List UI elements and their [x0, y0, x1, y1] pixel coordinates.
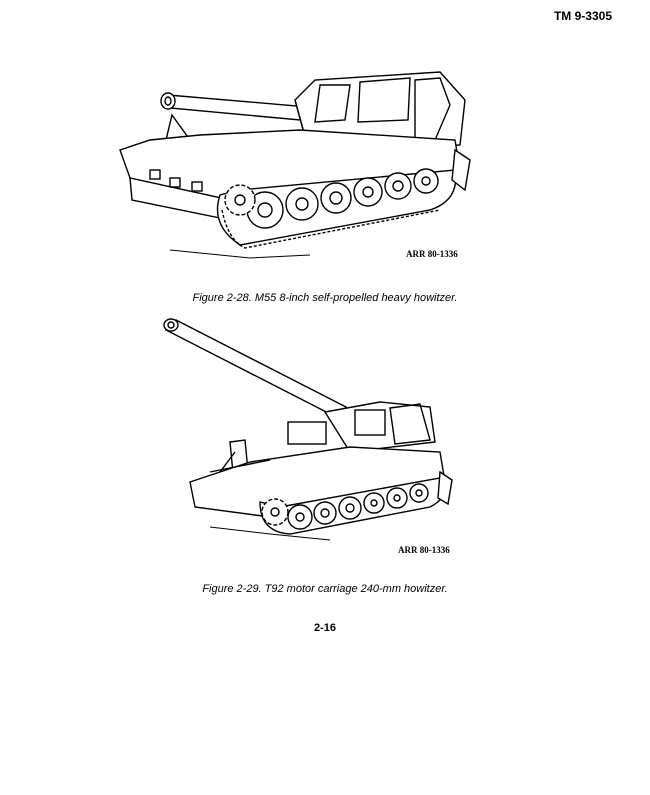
document-id: TM 9-3305 [553, 9, 612, 23]
figure-2-29-caption: Figure 2-29. T92 motor carriage 240-mm howitzer. [202, 583, 448, 595]
figure-2-29-tag: ARR 80-1336 [398, 545, 450, 555]
figure-2-29-illustration [150, 312, 460, 562]
figure-2-28-tag: ARR 80-1336 [406, 249, 458, 259]
figure-2-28-caption: Figure 2-28. M55 8-inch self-propelled heavy howitzer. [192, 292, 458, 304]
page-number: 2-16 [313, 622, 337, 634]
figure-2-28-illustration [110, 60, 480, 270]
